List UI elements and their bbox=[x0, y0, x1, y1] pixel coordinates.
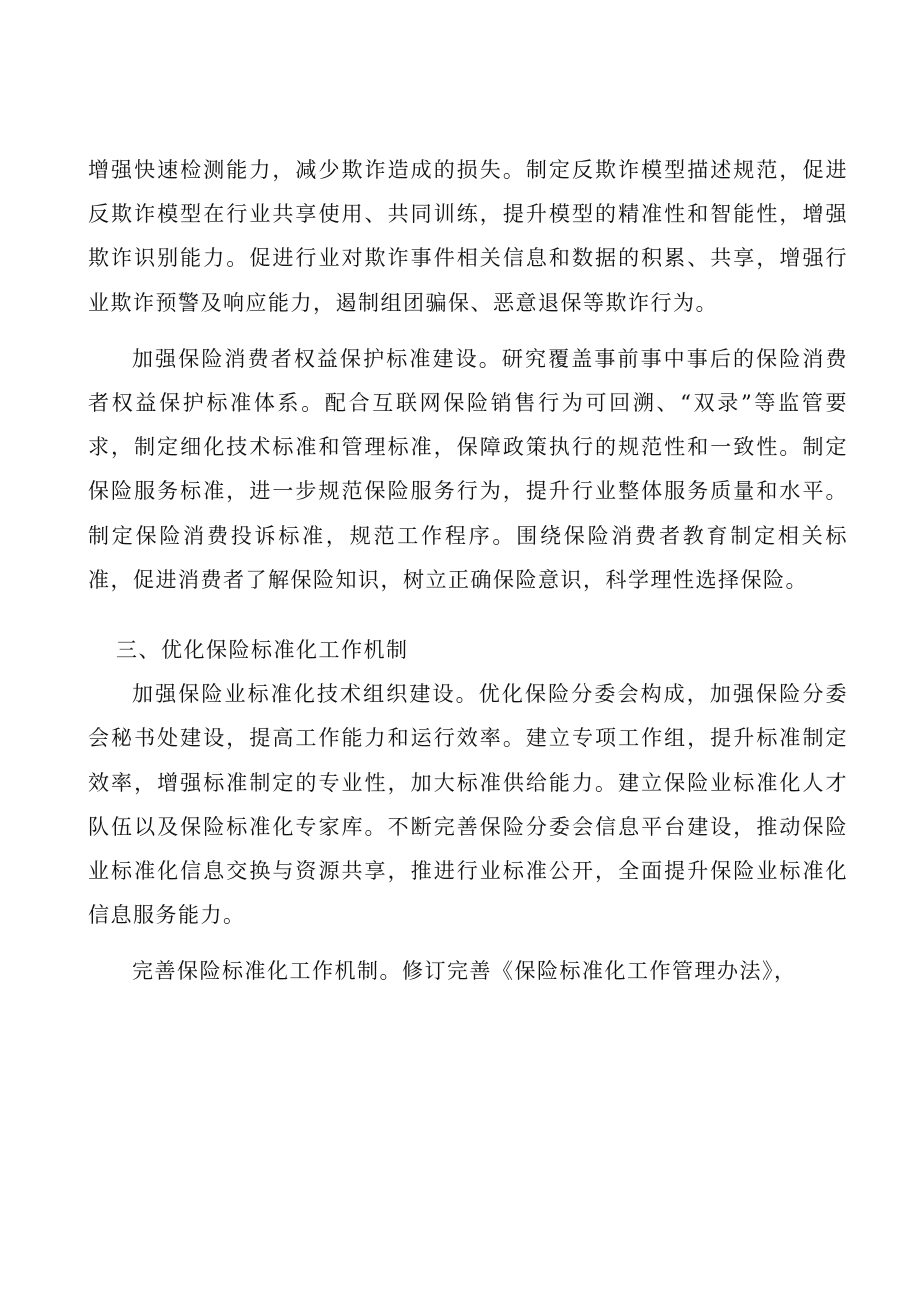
paragraph-anti-fraud: 增强快速检测能力，减少欺诈造成的损失。制定反欺诈模型描述规范，促进反欺诈模型在行业共享使用、共同训练，提升模型的精准性和智能性，增强欺诈识别能力。促进行业对欺诈事件相关信息和数据的积累、共享，增强行业欺诈预警及响应能力，遏制组团骗保、恶意退保等欺诈行为。 bbox=[88, 158, 848, 315]
document-page bbox=[88, 148, 848, 994]
paragraph-technical-organization: 加强保险业标准化技术组织建设。优化保险分委会构成，加强保险分委会秘书处建设，提高工作能力和运行效率。建立专项工作组，提升标准制定效率，增强标准制定的专业性，加大标准供给能力。建立保险业标准化人才队伍以及保险标准化专家库。不断完善保险分委会信息平台建设，推动保险业标准化信息交换与资源共享，推进行业标准公开，全面提升保险业标准化信息服务能力。 bbox=[88, 682, 848, 928]
paragraph-consumer-protection: 加强保险消费者权益保护标准建设。研究覆盖事前事中事后的保险消费者权益保护标准体系。配合互联网保险销售行为可回溯、“双录”等监管要求，制定细化技术标准和管理标准，保障政策执行的规范性和一致性。制定保险服务标准，进一步规范保险服务行为，提升行业整体服务质量和水平。制定保险消费投诉标准，规范工作程序。围绕保险消费者教育制定相关标准，促进消费者了解保险知识，树立正确保险意识，科学理性选择保险。 bbox=[88, 346, 848, 592]
section-heading: 三、优化保险标准化工作机制 bbox=[116, 638, 409, 663]
paragraph-work-mechanism: 完善保险标准化工作机制。修订完善《保险标准化工作管理办法》， bbox=[132, 959, 797, 984]
